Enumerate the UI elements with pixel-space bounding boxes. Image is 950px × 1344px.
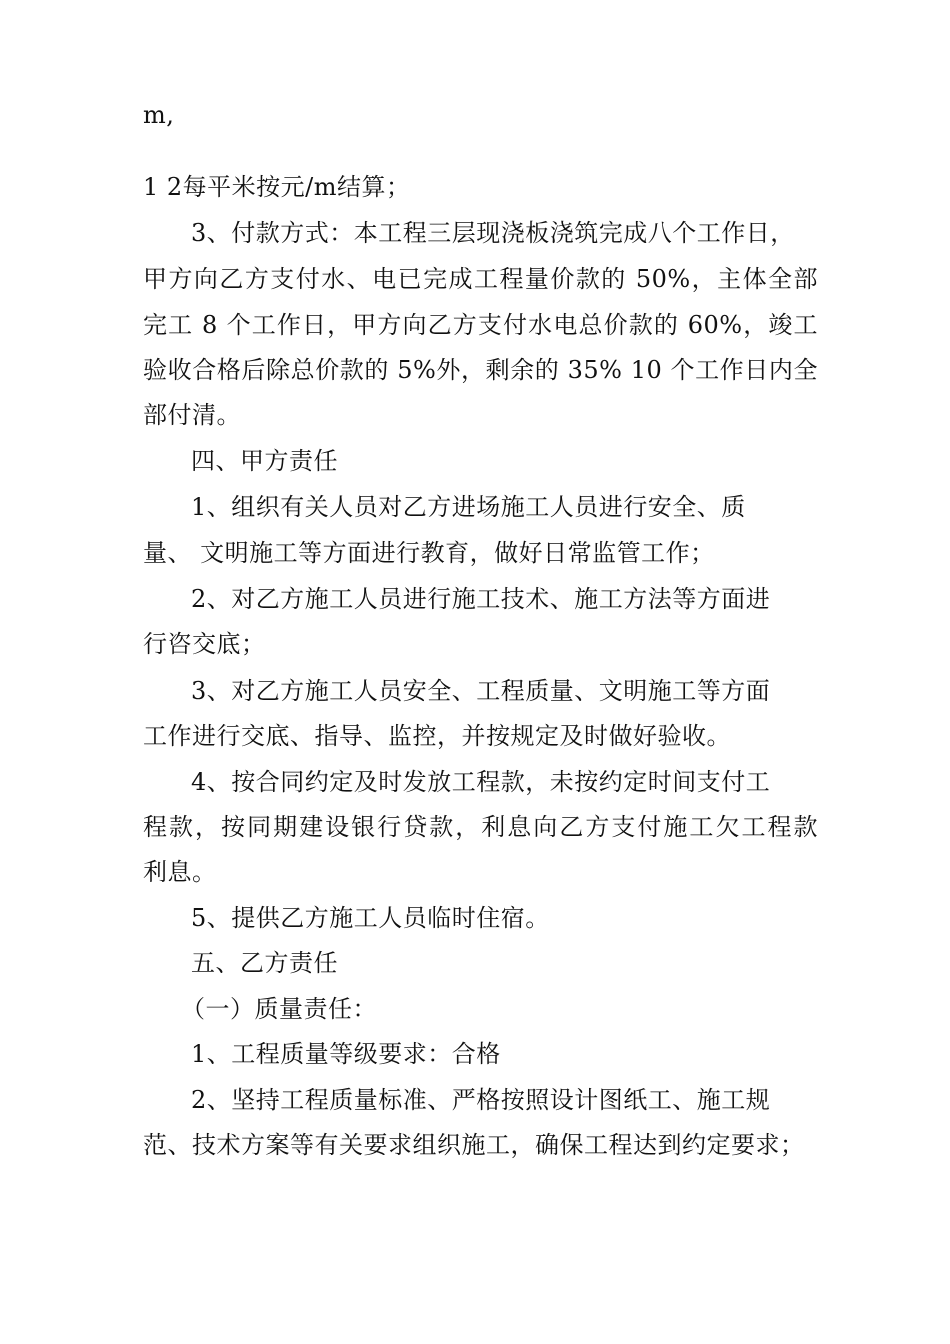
party-b-quality-item-2-line-1: 2、坚持工程质量标准、严格按照设计图纸工、施工规 (191, 1086, 771, 1114)
party-a-item-3-line-2: 工作进行交底、指导、监控，并按规定及时做好验收。 (143, 722, 731, 750)
party-a-item-2-line-2: 行咨交底； (143, 630, 266, 658)
subsection-heading-quality: （一）质量责任： (181, 995, 377, 1023)
party-a-item-2-line-1: 2、对乙方施工人员进行施工技术、施工方法等方面进 (191, 585, 771, 613)
party-a-item-4-line-1: 4、按合同约定及时发放工程款，未按约定时间支付工 (191, 768, 771, 796)
payment-method-paragraph-line-4: 验收合格后除总价款的 5%外，剩余的 35% 10 个工作日内全 (143, 356, 818, 384)
text-line-fragment: m, (143, 101, 175, 129)
section-heading-party-b: 五、乙方责任 (191, 949, 338, 977)
party-b-quality-item-2-line-2: 范、技术方案等有关要求组织施工，确保工程达到约定要求； (143, 1131, 805, 1159)
text-line-settlement: 1 2每平米按元/m结算； (143, 173, 411, 201)
party-a-item-5: 5、提供乙方施工人员临时住宿。 (191, 904, 550, 932)
payment-method-paragraph-line-2: 甲方向乙方支付水、电已完成工程量价款的 50%，主体全部 (143, 265, 818, 293)
party-a-item-1-line-2: 量、 文明施工等方面进行教育，做好日常监管工作； (143, 539, 715, 567)
party-a-item-3-line-1: 3、对乙方施工人员安全、工程质量、文明施工等方面 (191, 677, 771, 705)
party-a-item-4-line-3: 利息。 (143, 858, 217, 886)
payment-method-paragraph-line-3: 完工 8 个工作日，甲方向乙方支付水电总价款的 60%，竣工 (143, 311, 818, 339)
party-b-quality-item-1: 1、工程质量等级要求：合格 (191, 1040, 501, 1068)
party-a-item-1-line-1: 1、组织有关人员对乙方进场施工人员进行安全、质 (191, 493, 746, 521)
section-heading-party-a: 四、甲方责任 (191, 447, 338, 475)
payment-method-paragraph-line-5: 部付清。 (143, 401, 241, 429)
payment-method-paragraph-line-1: 3、付款方式：本工程三层现浇板浇筑完成八个工作日， (191, 219, 795, 247)
party-a-item-4-line-2: 程款，按同期建设银行贷款，利息向乙方支付施工欠工程款 (143, 813, 818, 841)
